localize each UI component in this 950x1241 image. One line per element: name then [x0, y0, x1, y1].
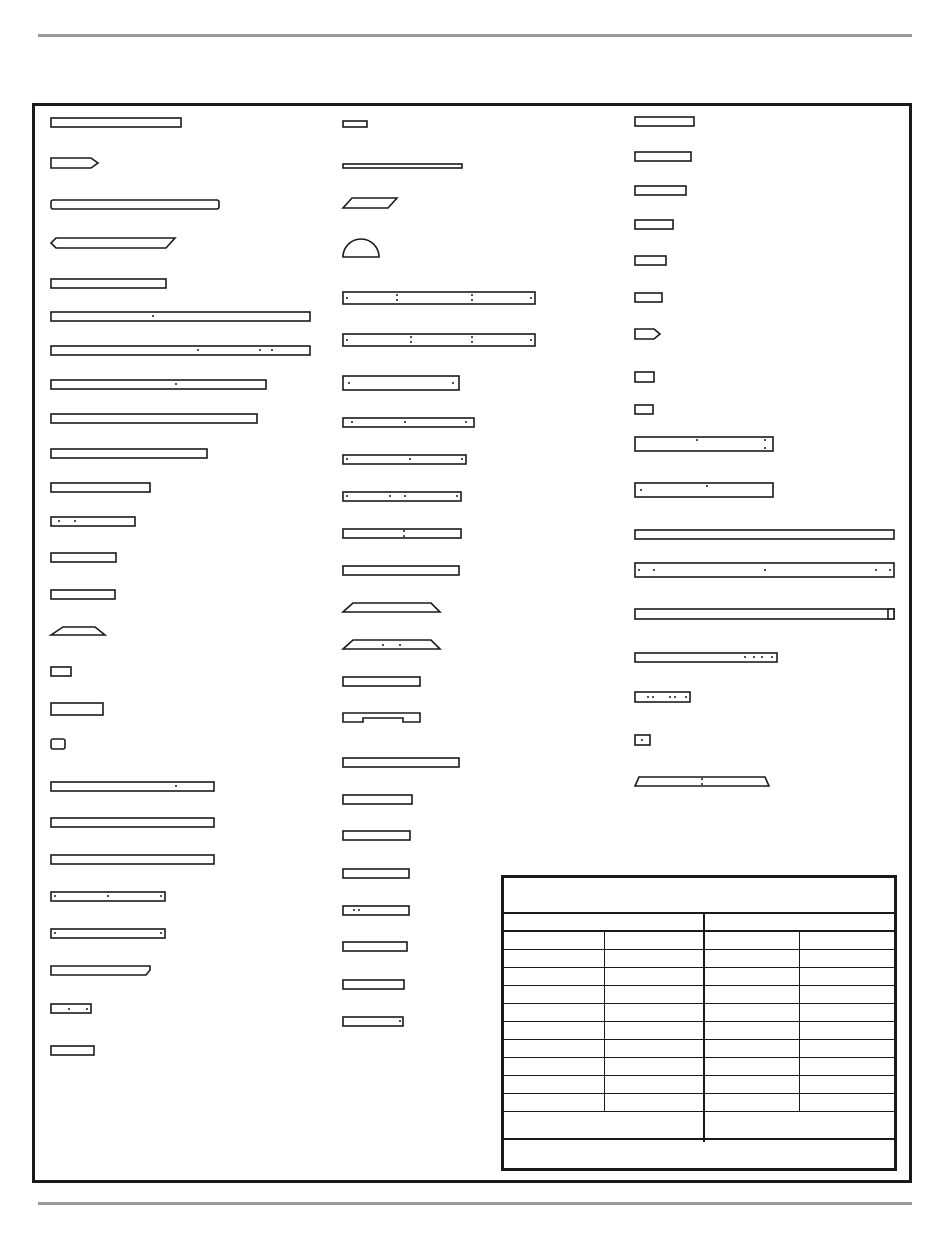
part-hole: [471, 294, 473, 296]
part-hole: [403, 535, 405, 537]
table-row: [705, 1058, 894, 1076]
table-cell: [504, 1004, 605, 1022]
part-board: [635, 530, 894, 539]
part-hole: [875, 569, 877, 571]
part-hole: [175, 785, 177, 787]
table-cell: [504, 968, 605, 986]
part-trapezoid: [343, 640, 440, 649]
part-board: [635, 692, 690, 702]
table-cell: [504, 1076, 605, 1094]
part-hole: [403, 530, 405, 532]
table-row: [705, 1040, 894, 1058]
part-hole: [452, 382, 454, 384]
part-hole: [404, 421, 406, 423]
part-board: [635, 609, 894, 619]
part-board: [51, 118, 181, 127]
part-hole: [410, 336, 412, 338]
part-hole: [54, 895, 56, 897]
part-hole: [152, 315, 154, 317]
part-hole: [58, 520, 60, 522]
table-row: [504, 986, 703, 1004]
part-board: [51, 312, 310, 321]
part-hole: [638, 569, 640, 571]
part-hole: [653, 569, 655, 571]
part-hole: [471, 299, 473, 301]
group-header-left: [504, 914, 703, 932]
part-board: [635, 186, 686, 195]
part-board: [51, 818, 214, 827]
part-hole: [54, 932, 56, 934]
part-hole: [399, 1020, 401, 1022]
table-cell: [705, 986, 800, 1004]
table-row: [504, 1022, 703, 1040]
part-board: [635, 220, 673, 229]
part-hole: [889, 569, 891, 571]
table-cell: [605, 932, 704, 950]
part-board: [51, 414, 257, 423]
part-hole: [701, 783, 703, 785]
part-half-round: [343, 239, 379, 257]
part-board: [635, 437, 773, 451]
part-hole: [74, 520, 76, 522]
table-cell: [605, 1004, 704, 1022]
hardware-table-footer: [504, 1138, 894, 1168]
part-hole: [471, 336, 473, 338]
table-row: [705, 1004, 894, 1022]
part-hole: [764, 447, 766, 449]
table-cell: [605, 1040, 704, 1058]
parts-column-3: [635, 117, 894, 786]
hardware-table-right: [705, 914, 894, 1142]
table-cell: [800, 950, 895, 968]
group-header-right: [705, 914, 894, 932]
part-trapezoid: [51, 627, 105, 635]
part-board: [51, 517, 135, 526]
part-hole: [346, 339, 348, 341]
part-block: [635, 293, 662, 302]
part-hole: [641, 739, 643, 741]
part-trapezoid: [343, 603, 440, 612]
part-hole: [358, 909, 360, 911]
part-parallelogram: [343, 198, 397, 208]
table-cell: [800, 1040, 895, 1058]
table-cell: [705, 1076, 800, 1094]
part-board: [635, 152, 691, 161]
table-cell: [605, 986, 704, 1004]
table-cell: [800, 1022, 895, 1040]
part-hole: [160, 895, 162, 897]
part-hole: [674, 696, 676, 698]
part-board: [343, 942, 407, 951]
part-hole: [669, 696, 671, 698]
part-hole: [640, 489, 642, 491]
part-hole: [389, 495, 391, 497]
table-cell: [504, 1022, 605, 1040]
table-cell: [800, 1076, 895, 1094]
part-hole: [530, 297, 532, 299]
table-row: [504, 1040, 703, 1058]
part-hole: [465, 421, 467, 423]
part-board: [343, 831, 410, 840]
part-board: [343, 492, 461, 501]
hardware-table-left-grid: [504, 932, 703, 1112]
table-row: [504, 950, 703, 968]
table-cell: [605, 1022, 704, 1040]
part-hole: [382, 644, 384, 646]
part-board: [343, 529, 461, 538]
part-board-angled: [635, 329, 660, 339]
table-cell: [504, 932, 605, 950]
part-hole: [86, 1008, 88, 1010]
part-board: [51, 782, 214, 791]
part-block: [888, 609, 894, 619]
part-block: [51, 667, 71, 676]
table-cell: [605, 950, 704, 968]
part-block: [51, 739, 65, 749]
table-cell: [800, 932, 895, 950]
part-notched-board: [343, 713, 420, 722]
table-row: [504, 932, 703, 950]
hardware-table-left: [504, 914, 705, 1142]
table-cell: [605, 1058, 704, 1076]
part-hole: [685, 696, 687, 698]
table-cell: [504, 1058, 605, 1076]
table-row: [705, 932, 894, 950]
part-hole: [68, 1008, 70, 1010]
table-cell: [504, 950, 605, 968]
part-hole: [471, 341, 473, 343]
part-board: [51, 380, 266, 389]
part-rod: [343, 164, 462, 168]
part-board: [343, 566, 459, 575]
part-hole: [764, 439, 766, 441]
part-hole: [346, 495, 348, 497]
part-board: [51, 929, 165, 938]
part-hole: [259, 349, 261, 351]
part-hole: [409, 458, 411, 460]
part-hole: [175, 383, 177, 385]
hardware-table-title: [504, 878, 894, 914]
part-board: [343, 980, 404, 989]
part-hole: [761, 656, 763, 658]
part-hole: [160, 932, 162, 934]
part-board: [51, 553, 116, 562]
part-hole: [652, 696, 654, 698]
bottom-rule: [38, 1202, 912, 1205]
table-cell: [504, 1040, 605, 1058]
part-hole: [396, 294, 398, 296]
part-hole: [701, 778, 703, 780]
table-row: [705, 1076, 894, 1094]
table-row: [504, 1058, 703, 1076]
part-board: [51, 449, 207, 458]
table-row: [705, 1022, 894, 1040]
part-board: [343, 906, 409, 915]
part-board: [343, 455, 466, 464]
part-board-angled: [51, 966, 150, 975]
table-cell: [705, 968, 800, 986]
part-board: [343, 334, 535, 346]
table-row: [705, 1094, 894, 1112]
part-board: [343, 292, 535, 304]
part-block: [635, 405, 653, 414]
part-board: [343, 758, 459, 767]
part-hole: [456, 495, 458, 497]
part-board: [343, 869, 409, 878]
table-cell: [800, 1058, 895, 1076]
table-cell: [705, 950, 800, 968]
part-hole: [399, 644, 401, 646]
table-row: [504, 968, 703, 986]
part-board: [51, 1004, 91, 1013]
part-board: [343, 795, 412, 804]
table-row: [705, 986, 894, 1004]
part-board: [343, 677, 420, 686]
part-board: [635, 256, 666, 265]
part-block: [343, 121, 367, 127]
part-board: [635, 117, 694, 126]
part-board: [51, 279, 166, 288]
part-board-beveled: [51, 238, 175, 248]
part-hole: [530, 339, 532, 341]
part-board: [51, 703, 103, 715]
part-hole: [197, 349, 199, 351]
part-hole: [410, 341, 412, 343]
part-board: [343, 376, 459, 390]
hardware-table: [501, 875, 897, 1171]
part-hole: [771, 656, 773, 658]
table-cell: [605, 1076, 704, 1094]
part-hole: [351, 421, 353, 423]
table-row: [705, 968, 894, 986]
part-board-angled: [51, 158, 98, 168]
part-hole: [346, 458, 348, 460]
table-cell: [800, 986, 895, 1004]
table-cell: [705, 1040, 800, 1058]
part-hole: [271, 349, 273, 351]
table-cell: [705, 1094, 800, 1112]
table-cell: [800, 968, 895, 986]
part-board: [635, 653, 777, 662]
parts-column-1: [51, 118, 310, 1055]
part-hole: [107, 895, 109, 897]
table-cell: [705, 1022, 800, 1040]
part-board: [51, 855, 214, 864]
part-hole: [706, 485, 708, 487]
part-block: [635, 372, 654, 382]
part-board: [343, 418, 474, 427]
hardware-table-right-grid: [705, 932, 894, 1112]
table-cell: [705, 1004, 800, 1022]
part-hole: [404, 495, 406, 497]
table-cell: [800, 1004, 895, 1022]
table-row: [504, 1076, 703, 1094]
table-cell: [504, 986, 605, 1004]
part-board: [51, 1046, 94, 1055]
part-hole: [764, 569, 766, 571]
part-board: [343, 1017, 403, 1026]
part-hole: [348, 382, 350, 384]
part-hole: [461, 458, 463, 460]
table-cell: [705, 932, 800, 950]
part-hole: [346, 297, 348, 299]
part-hole: [753, 656, 755, 658]
table-row: [504, 1094, 703, 1112]
table-row: [504, 1004, 703, 1022]
table-cell: [800, 1094, 895, 1112]
table-cell: [705, 1058, 800, 1076]
table-cell: [605, 968, 704, 986]
part-board: [51, 590, 115, 599]
part-hole: [396, 299, 398, 301]
part-hole: [744, 656, 746, 658]
table-cell: [504, 1094, 605, 1112]
table-row: [705, 950, 894, 968]
part-board: [51, 200, 219, 209]
part-board: [635, 483, 773, 497]
part-hole: [696, 439, 698, 441]
part-hole: [353, 909, 355, 911]
part-board: [51, 483, 150, 492]
table-cell: [605, 1094, 704, 1112]
part-hole: [647, 696, 649, 698]
